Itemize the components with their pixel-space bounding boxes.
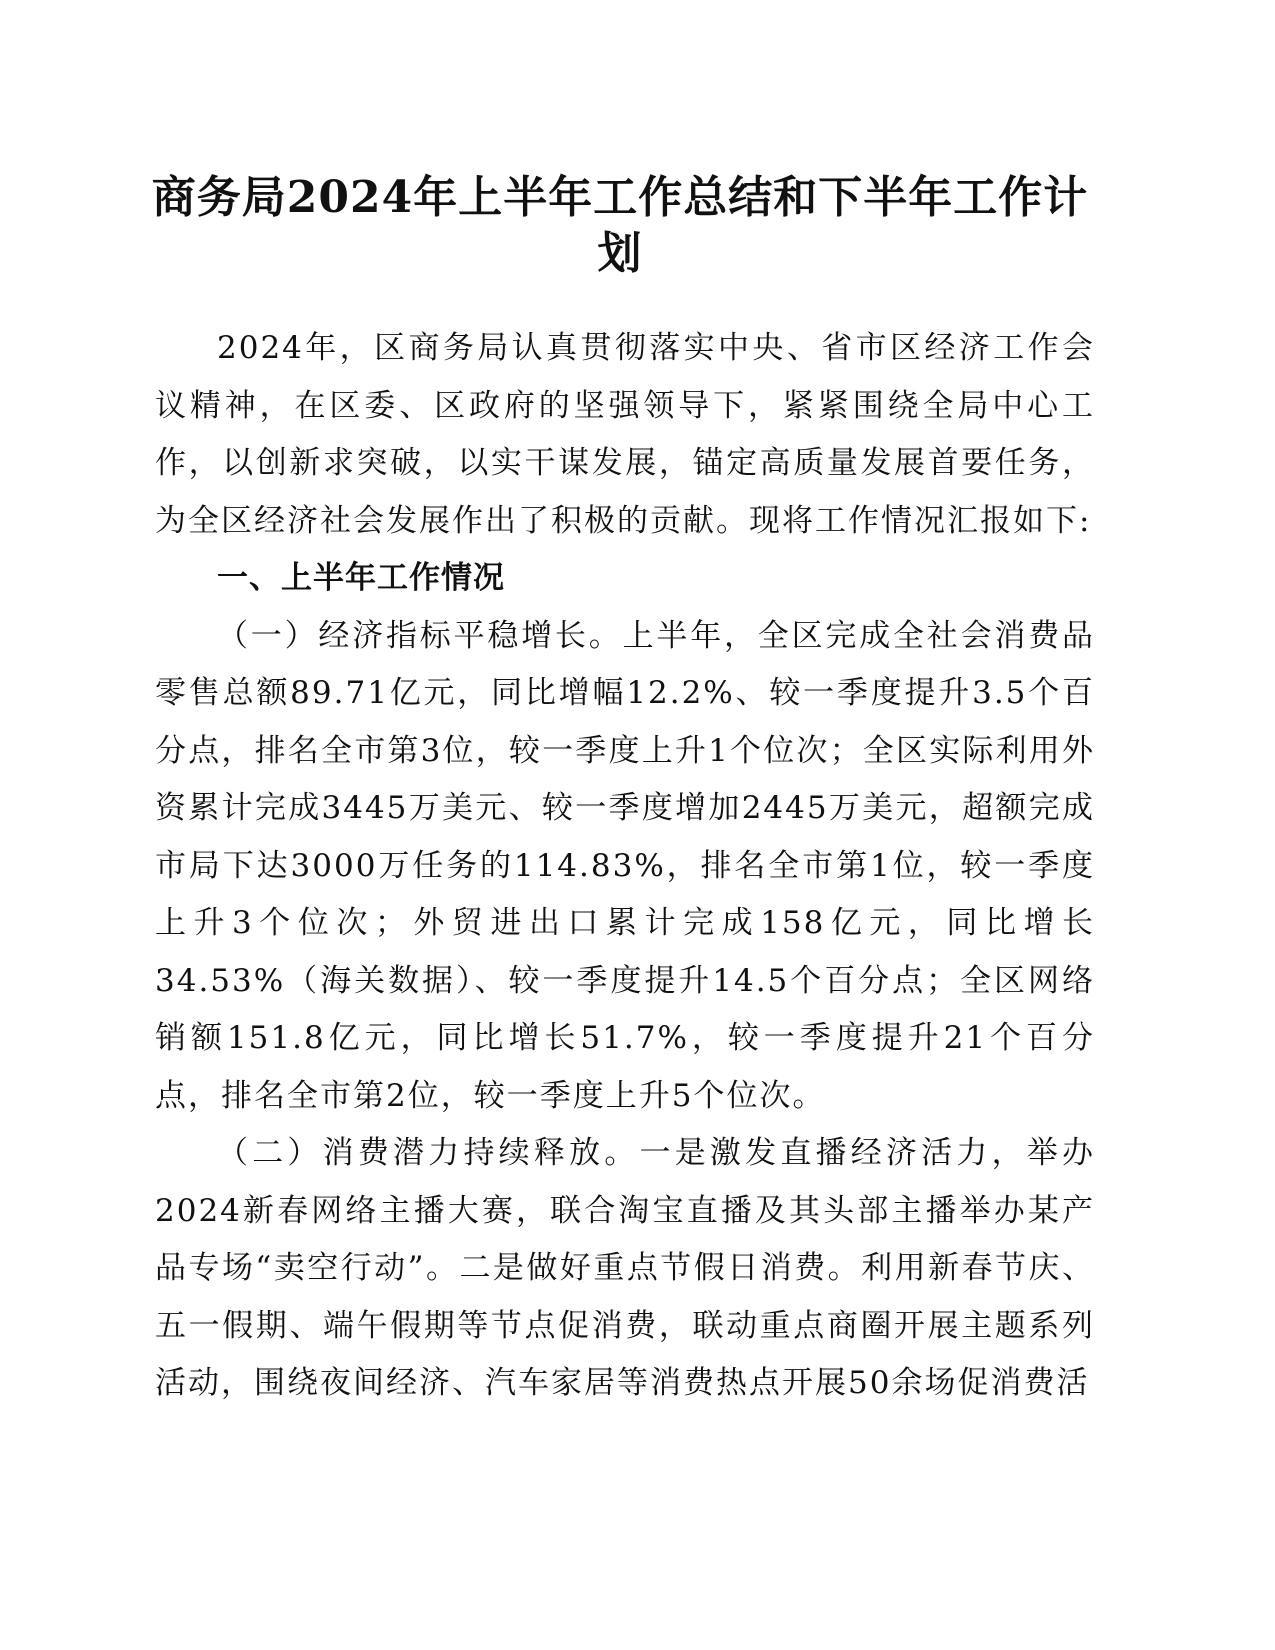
paragraph-economic-indicators: （一）经济指标平稳增长。上半年，全区完成全社会消费品零售总额89.71亿元，同比增幅12.2%、较一季度提升3.5个百分点，排名全市第3位，较一季度上升1个位次；全区实际利用外资累计完成3445万美元、较一季度增加2445万美元，超额完成市局下达3000万任务的114.83%，排名全市第1位，较一季度上升3个位次；外贸进出口累计完成158亿元，同比增长34.53%（海关数据）、较一季度提升14.5个百分点；全区网络销额151.8亿元，同比增长51.7%，较一季度提升21个百分点，排名全市第2位，较一季度上升5个位次。 [155,617,1095,1114]
intro-paragraph: 2024年，区商务局认真贯彻落实中央、省市区经济工作会议精神，在区委、区政府的坚强领导下，紧紧围绕全局中心工作，以创新求突破，以实干谋发展，锚定高质量发展首要任务，为全区经济社会发展作出了积极的贡献。现将工作情况汇报如下: [155,330,1095,539]
document-title: 商务局2024年上半年工作总结和下半年工作计划 [151,172,1089,279]
paragraph-consumption: （二）消费潜力持续释放。一是激发直播经济活力，举办2024新春网络主播大赛，联合淘宝直播及其头部主播举办某产品专场“卖空行动”。二是做好重点节假日消费。利用新春节庆、五一假期、端午假期等节点促消费，联动重点商圈开展主题系列活动，围绕夜间经济、汽车家居等消费热点开展50余场促消费活 [155,1135,1095,1401]
document-body [155,320,1095,1413]
section-heading: 一、上半年工作情况 [217,560,505,596]
